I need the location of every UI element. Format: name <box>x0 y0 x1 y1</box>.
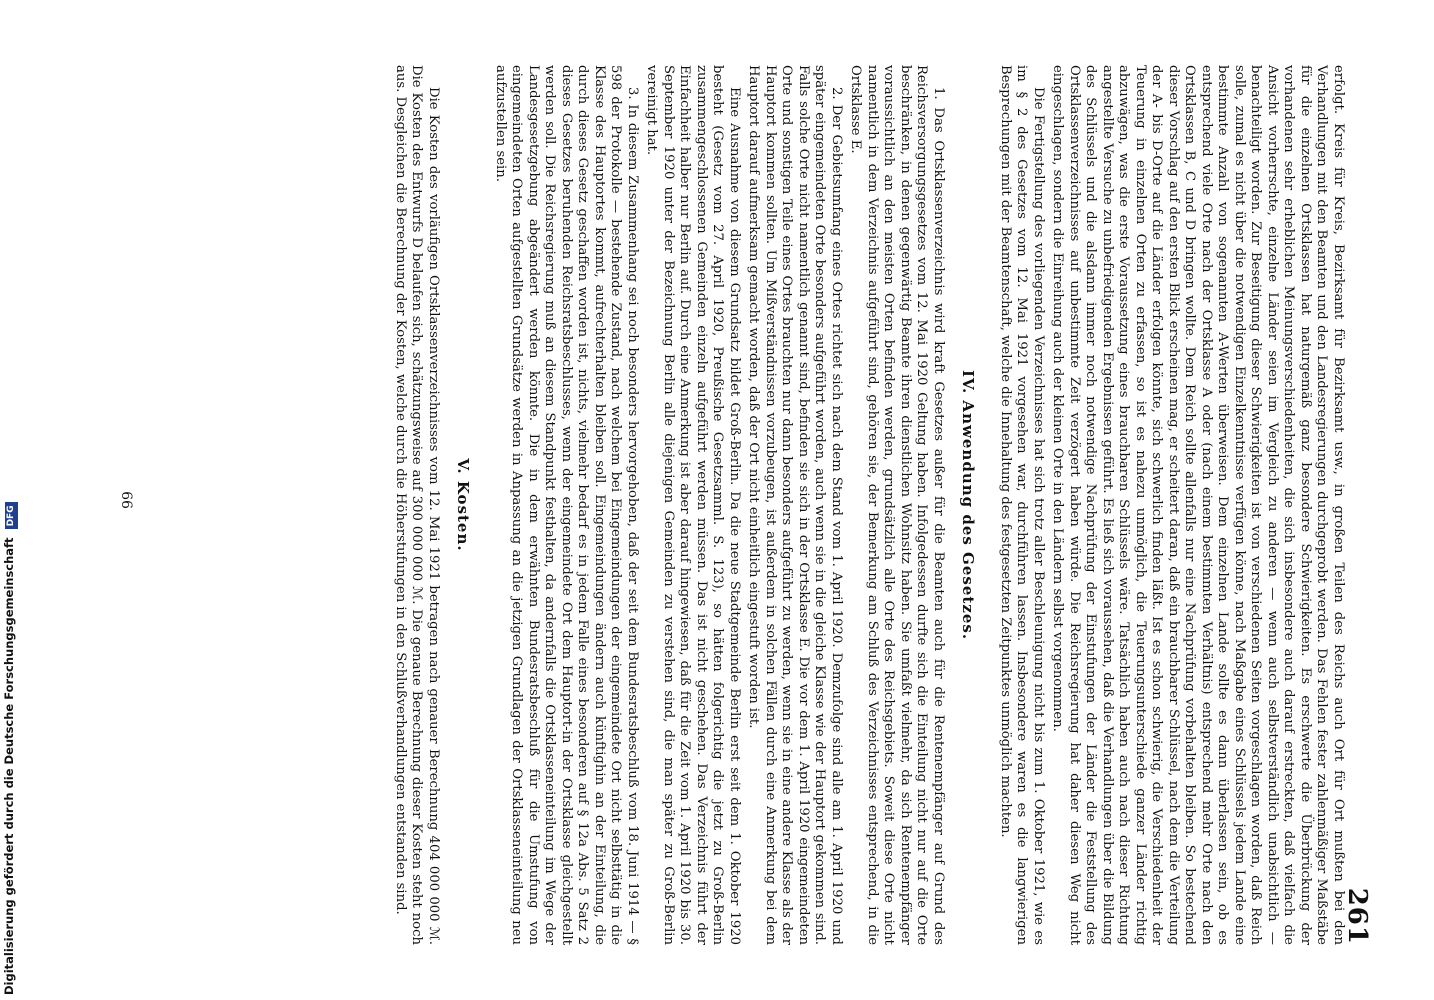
credit-text-wrapper <box>2 502 18 995</box>
footer-page-number: 66 <box>118 491 134 509</box>
dfg-logo-icon: DFG <box>5 502 18 529</box>
section-heading-iv: IV. Anwendung des Gesetzes. <box>959 369 978 641</box>
paragraph: Die Fertigstellung des vorliegenden Verzeichnisses hat sich trotz aller Beschleunigung nicht bis zum 1. Oktober 1921, wie es im § 2 des Gesetzes vom 12. Mai 1921 vorgesehen war, durchführen lassen. Insbesondere waren es die langwierigen Besprechungen mit der Beamtenschaft, welche die Innehaltung des festgesetzten Zeitpunktes unmöglich machten. <box>998 65 1046 945</box>
paragraph: 1. Das Ortsklassenverzeichnis wird kraft Gesetzes außer für die Beamten auch für die Rentenempfänger auf Grund des Reichsversorgungsgesetzes vom 12. Mai 1920 Geltung haben. Infolgedessen durfte sich die Einteilung nicht nur auf die Orte beschränken, in denen gegenwärtig Beamte ihren dienstlichen Wohnsitz haben. Sie umfaßt vielmehr, da sich Rentenempfänger voraussichtlich an den meisten Orten befinden werden, grundsätzlich alle Orte des Reichsgebiets. Soweit diese Orte nicht namentlich in dem Verzeichnis aufgeführt sind, gehören sie, der Bemerkung am Schluß des Verzeichnisses entsprechend, in die Ortsklasse E. <box>848 65 946 945</box>
page-body <box>392 65 1347 945</box>
paragraph: Eine Ausnahme von diesem Grundsatz bildet Groß-Berlin. Da die neue Stadtgemeinde Berlin erst seit dem 1. Oktober 1920 besteht (Gesetz vom 27. April 1920, Preußische Gesetzsamml. S. 123), so hätten folgerichtig die jetzt zu Groß-Berlin zusammengeschlossenen Gemeinden einzeln aufgeführt werden müssen. Das ist nicht geschehen. Das Verzeichnis führt der Einfachheit halber nur Berlin auf. Durch eine Anmerkung ist aber darauf hingewiesen, daß für die Zeit vom 1. April 1920 bis 30. September 1920 unter der Bezeichnung Berlin alle diejenigen Gemeinden zu verstehen sind, die man später zu Groß-Berlin vereinigt hat. <box>644 65 742 945</box>
credit-label: Digitalisierung gefördert durch die Deutsche Forschungsgemeinschaft <box>2 537 16 995</box>
section-heading-v: V. Kosten. <box>454 458 473 552</box>
paragraph: 2. Der Gebietsumfang eines Ortes richtet sich nach dem Stand vom 1. April 1920. Demzufolge sind alle am 1. April 1920 und später eingemeindeten Orte besonders aufgeführt worden, auch wenn sie in die gleiche Klasse wie der Hauptort gekommen sind. Falls solche Orte nicht namentlich genannt sind, befinden sie sich in der Ortsklasse E. Die vor dem 1. April 1920 eingemeindeten Orte und sonstigen Teile eines Ortes brauchten nur dann besonders aufgeführt zu werden, wenn sie in eine andere Klasse als der Hauptort kommen sollten. Um Mißverständnissen vorzubeugen, ist außerdem in solchen Fällen durch eine Anmerkung bei dem Hauptort darauf aufmerksam gemacht worden, daß der Ort nicht einheitlich eingestuft worden ist. <box>746 65 844 945</box>
paragraph: 3. In diesem Zusammenhang sei noch besonders hervorgehoben, daß der seit dem Bundesratsbeschluß vom 18. Juni 1914 — § 598 der Protokolle — bestehende Zustand, nach welchem bei Eingemeindungen der eingemeindete Ort nicht selbsttätig in die Klasse des Hauptortes kommt, aufrechterhalten bleiben soll. Eingemeindungen ändern auch künftighin an der Einteilung, die durch dieses Gesetz geschaffen worden ist, nichts, vielmehr bedarf es in jedem Falle eines besonderen auf § 12a Abs. 5 Satz 2 dieses Gesetzes beruhenden Reichsratsbeschlusses, wenn der eingemeindete Ort dem Hauptort-in der Ortsklasse gleichgestellt werden soll. Die Reichsregierung muß an diesem Standpunkt festhalten, da andernfalls die Ortsklasseneinteilung im Wege der Landesgesetzgebung abgeändert werden könnte. Die in dem erwähnten Bundesratsbeschluß für die Umstufung von eingemeindeten Orten aufgestellten Grundsätze werden in Anpassung an die jetzigen Grundlagen der Ortsklasseneinteilung neu aufzustellen sein. <box>493 65 640 945</box>
paragraph: Die Kosten des vorläufigen Ortsklassenverzeichnisses vom 12. Mai 1921 betragen nach genauer Berechnung 404 000 000 ℳ. Die Kosten des Entwurfs D belaufen sich, schätzungsweise auf 300 000 000 ℳ. Die genaue Berechnung dieser Kosten steht noch aus. Desgleichen die Berechnung der Kosten, welche durch die Höherstufungen in den Schlußverhandlungen entstanden sind. <box>393 65 441 945</box>
paragraph: erfolgt. Kreis für Kreis, Bezirksamt für Bezirksamt usw., in großen Teilen des Reichs auch Ort für Ort mußten bei den Verhandlungen mit den Beamten und den Landesregierungen durchgeprobt werden. Das Fehlen fester zahlenmäßiger Maßstäbe für die einzelnen Ortsklassen hat naturgemäß ganz besondere Schwierigkeiten. Es erschwerte die Überbrückung der vorhandenen sehr erheblichen Meinungsverschiedenheiten, die sich insbesondere auch darauf erstreckten, daß vielfach die Ansicht vorherrschte, einzelne Länder seien im Vergleich zu anderen — wenn auch selbstverständlich unabsichtlich — benachteiligt worden. Zur Beseitigung dieser Schwierigkeiten ist von verschiedenen Seiten vorgeschlagen worden, daß Reich solle, zumal es nicht über die notwendigen Einzelkenntnisse verfügen könne, nach Maßgabe eines Schlüssels jedem Lande eine bestimmte Anzahl von sogenannten A-Werten überweisen. Dem einzelnen Lande sollte es dann überlassen sein, ob es entsprechend viele Orte nach der Ortsklasse A oder (nach einem bestimmten Verhältnis) entsprechend mehr Orte nach den Ortsklassen B, C und D bringen wollte. Dem Reich sollte allenfalls nur eine Nachprüfung vorbehalten bleiben. So bestechend dieser Vorschlag auf den ersten Blick erscheinen mag, er scheitert daran, daß ein brauchbarer Schlüssel, nach dem die Verteilung der A- bis D-Orte auf die Länder erfolgen könnte, sich schwerlich finden läßt. Ist es schon schwierig, die Verschiedenheit der Teuerung in einzelnen Orten zu erfassen, so ist es nahezu unmöglich, die Teuerungsunterschiede ganzer Länder richtig abzuwägen, was die erste Voraussetzung eines brauchbaren Schlüssels wäre. Tatsächlich haben auch nach dieser Richtung angestellte Versuche zu unbefriedigenden Ergebnissen geführt. Es ließ sich voraussehen, daß die Verhandlungen über die Bildung des Schlüssels und die alsdann immer noch notwendige Nachprüfung der Einstufungen der Länder die Feststellung des Ortsklassenverzeichnisses auf unbestimmte Zeit verzögert haben würde. Die Reichsregierung hat daher diesen Weg nicht eingeschlagen, sondern die Einreihung auch der kleinen Orte in den Ländern selbst vorgenommen. <box>1050 65 1346 945</box>
page-number: 261 <box>1342 887 1372 945</box>
digitization-credit <box>0 505 22 1000</box>
